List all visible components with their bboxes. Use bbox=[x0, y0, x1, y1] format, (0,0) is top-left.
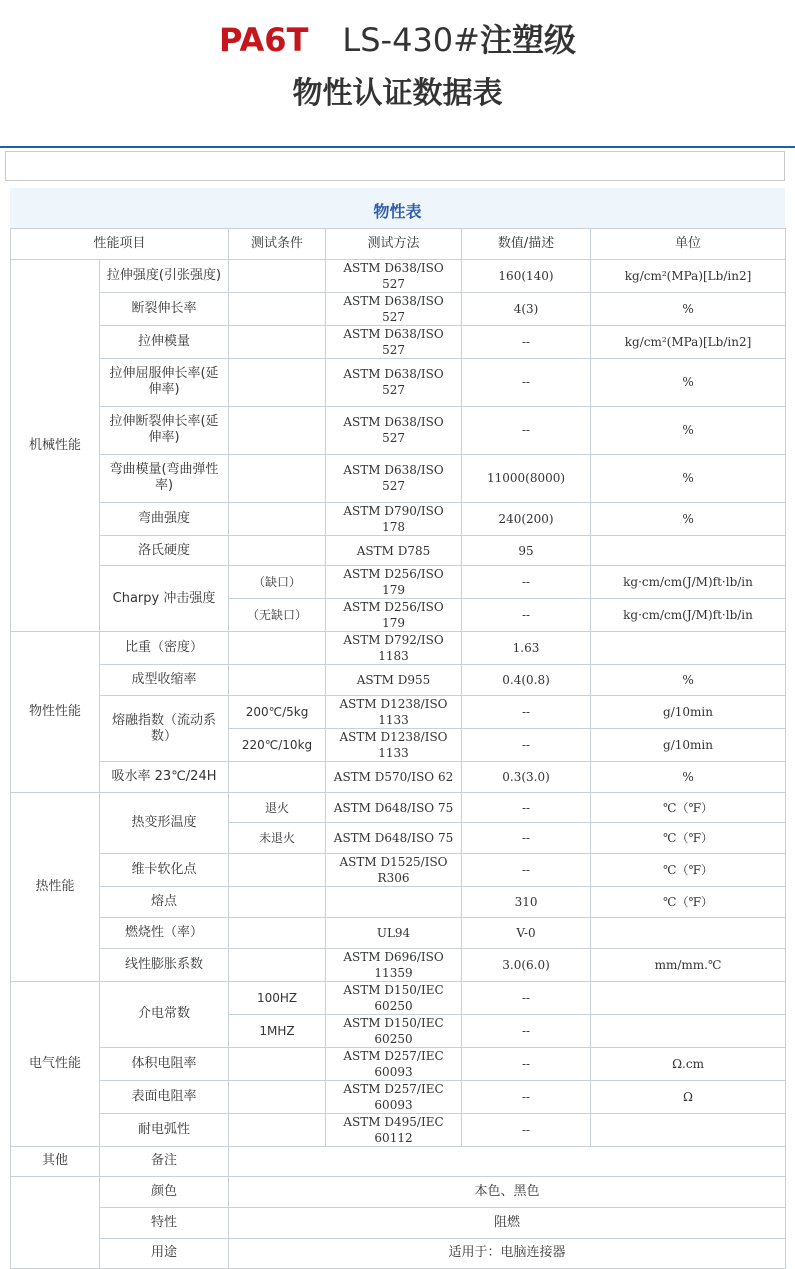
property-value: -- bbox=[462, 696, 591, 729]
property-name: 拉伸屈服伸长率(延伸率) bbox=[100, 358, 229, 406]
test-method: ASTM D955 bbox=[326, 665, 462, 696]
property-value: -- bbox=[462, 729, 591, 762]
test-method: ASTM D1525/ISO R306 bbox=[326, 854, 462, 887]
test-method: ASTM D257/IEC 60093 bbox=[326, 1047, 462, 1080]
test-method: ASTM D256/ISO 179 bbox=[326, 599, 462, 632]
property-value: 240(200) bbox=[462, 502, 591, 535]
property-unit: kg/cm²(MPa)[Lb/in2] bbox=[591, 325, 786, 358]
property-unit: g/10min bbox=[591, 729, 786, 762]
test-method: ASTM D150/IEC 60250 bbox=[326, 981, 462, 1014]
property-name: 体积电阻率 bbox=[100, 1047, 229, 1080]
property-value bbox=[229, 1146, 786, 1177]
table-row bbox=[11, 792, 786, 823]
property-name: 特性 bbox=[100, 1207, 229, 1238]
property-name: 热变形温度 bbox=[100, 792, 229, 853]
group-physical: 物性性能 bbox=[11, 632, 100, 792]
test-method: ASTM D150/IEC 60250 bbox=[326, 1014, 462, 1047]
test-method: ASTM D696/ISO 11359 bbox=[326, 948, 462, 981]
table-row bbox=[11, 632, 786, 665]
property-unit: kg·cm/cm(J/M)ft·lb/in bbox=[591, 599, 786, 632]
test-condition bbox=[229, 1080, 326, 1113]
test-condition: 200℃/5kg bbox=[229, 696, 326, 729]
test-condition bbox=[229, 535, 326, 566]
test-condition bbox=[229, 948, 326, 981]
table-row bbox=[11, 454, 786, 502]
test-method: ASTM D638/ISO 527 bbox=[326, 292, 462, 325]
table-caption: 物性表 bbox=[10, 188, 785, 228]
table-row bbox=[11, 292, 786, 325]
group-electrical: 电气性能 bbox=[11, 981, 100, 1146]
table-header-row bbox=[11, 229, 786, 260]
test-method: ASTM D638/ISO 527 bbox=[326, 454, 462, 502]
property-value: 适用于：电脑连接器 bbox=[229, 1238, 786, 1269]
property-unit: Ω.cm bbox=[591, 1047, 786, 1080]
property-name: 弯曲强度 bbox=[100, 502, 229, 535]
property-unit: ℃（℉） bbox=[591, 792, 786, 823]
property-value: -- bbox=[462, 1047, 591, 1080]
property-name: 介电常数 bbox=[100, 981, 229, 1047]
group-mechanical: 机械性能 bbox=[11, 259, 100, 632]
test-method: ASTM D257/IEC 60093 bbox=[326, 1080, 462, 1113]
header-condition: 测试条件 bbox=[229, 229, 326, 260]
property-name: 吸水率 23℃/24H bbox=[100, 762, 229, 793]
test-condition bbox=[229, 358, 326, 406]
property-unit: ℃（℉） bbox=[591, 823, 786, 854]
property-value: 0.4(0.8) bbox=[462, 665, 591, 696]
group-blank bbox=[11, 1177, 100, 1269]
table-row bbox=[11, 948, 786, 981]
property-value: V-0 bbox=[462, 917, 591, 948]
property-unit: % bbox=[591, 502, 786, 535]
test-condition bbox=[229, 632, 326, 665]
property-name: 比重（密度） bbox=[100, 632, 229, 665]
test-condition bbox=[229, 292, 326, 325]
table-row bbox=[11, 854, 786, 887]
property-name: 熔融指数（流动系数） bbox=[100, 696, 229, 762]
property-value: 95 bbox=[462, 535, 591, 566]
table-row bbox=[11, 259, 786, 292]
property-name: 洛氏硬度 bbox=[100, 535, 229, 566]
property-value: -- bbox=[462, 792, 591, 823]
property-value: -- bbox=[462, 1014, 591, 1047]
header-property: 性能项目 bbox=[11, 229, 229, 260]
property-name: 拉伸模量 bbox=[100, 325, 229, 358]
property-unit: % bbox=[591, 665, 786, 696]
test-method: ASTM D638/ISO 527 bbox=[326, 358, 462, 406]
property-name: 熔点 bbox=[100, 887, 229, 918]
property-value: -- bbox=[462, 406, 591, 454]
property-value: 4(3) bbox=[462, 292, 591, 325]
header-value: 数值/描述 bbox=[462, 229, 591, 260]
table-row bbox=[11, 1238, 786, 1269]
property-name: 线性膨胀系数 bbox=[100, 948, 229, 981]
test-condition bbox=[229, 1113, 326, 1146]
test-method: ASTM D790/ISO 178 bbox=[326, 502, 462, 535]
test-condition bbox=[229, 502, 326, 535]
table-row bbox=[11, 665, 786, 696]
property-value: -- bbox=[462, 325, 591, 358]
property-value: 160(140) bbox=[462, 259, 591, 292]
property-unit bbox=[591, 535, 786, 566]
table-row bbox=[11, 1146, 786, 1177]
property-value: 310 bbox=[462, 887, 591, 918]
property-unit: ℃（℉） bbox=[591, 854, 786, 887]
property-unit: Ω bbox=[591, 1080, 786, 1113]
test-condition bbox=[229, 887, 326, 918]
property-name: 用途 bbox=[100, 1238, 229, 1269]
table-row bbox=[11, 1080, 786, 1113]
header-divider bbox=[0, 146, 795, 148]
table-row bbox=[11, 406, 786, 454]
property-value: 0.3(3.0) bbox=[462, 762, 591, 793]
property-unit: % bbox=[591, 406, 786, 454]
property-unit: % bbox=[591, 762, 786, 793]
property-name: 弯曲模量(弯曲弹性率) bbox=[100, 454, 229, 502]
property-value: 11000(8000) bbox=[462, 454, 591, 502]
empty-bar bbox=[5, 151, 785, 181]
test-condition bbox=[229, 854, 326, 887]
table-row bbox=[11, 887, 786, 918]
property-name: 耐电弧性 bbox=[100, 1113, 229, 1146]
test-condition: 220℃/10kg bbox=[229, 729, 326, 762]
property-name: 拉伸断裂伸长率(延伸率) bbox=[100, 406, 229, 454]
property-name: 备注 bbox=[100, 1146, 229, 1177]
test-method: ASTM D638/ISO 527 bbox=[326, 325, 462, 358]
group-thermal: 热性能 bbox=[11, 792, 100, 981]
property-value: 3.0(6.0) bbox=[462, 948, 591, 981]
property-name: 成型收缩率 bbox=[100, 665, 229, 696]
property-unit: g/10min bbox=[591, 696, 786, 729]
test-method: ASTM D1238/ISO 1133 bbox=[326, 696, 462, 729]
test-condition bbox=[229, 454, 326, 502]
property-name: 拉伸强度(引张强度) bbox=[100, 259, 229, 292]
property-value: 1.63 bbox=[462, 632, 591, 665]
properties-table bbox=[10, 228, 786, 1269]
property-unit: % bbox=[591, 358, 786, 406]
property-name: 表面电阻率 bbox=[100, 1080, 229, 1113]
test-condition: （无缺口） bbox=[229, 599, 326, 632]
test-condition: 100HZ bbox=[229, 981, 326, 1014]
table-row bbox=[11, 981, 786, 1014]
property-value: -- bbox=[462, 1080, 591, 1113]
test-condition bbox=[229, 762, 326, 793]
test-condition bbox=[229, 1047, 326, 1080]
page-subtitle: 物性认证数据表 bbox=[292, 76, 503, 111]
table-row bbox=[11, 696, 786, 729]
property-value: 本色、黑色 bbox=[229, 1177, 786, 1208]
test-condition bbox=[229, 917, 326, 948]
property-value: -- bbox=[462, 1113, 591, 1146]
test-condition: 1MHZ bbox=[229, 1014, 326, 1047]
property-unit: % bbox=[591, 292, 786, 325]
property-name: 维卡软化点 bbox=[100, 854, 229, 887]
header-method: 测试方法 bbox=[326, 229, 462, 260]
property-value: -- bbox=[462, 981, 591, 1014]
property-unit bbox=[591, 1113, 786, 1146]
test-method: ASTM D570/ISO 62 bbox=[326, 762, 462, 793]
test-method: ASTM D495/IEC 60112 bbox=[326, 1113, 462, 1146]
property-unit bbox=[591, 1014, 786, 1047]
header-unit: 单位 bbox=[591, 229, 786, 260]
property-unit bbox=[591, 981, 786, 1014]
table-row bbox=[11, 1047, 786, 1080]
test-condition: 未退火 bbox=[229, 823, 326, 854]
table-row bbox=[11, 1177, 786, 1208]
test-method: ASTM D638/ISO 527 bbox=[326, 259, 462, 292]
group-other: 其他 bbox=[11, 1146, 100, 1177]
test-condition: （缺口） bbox=[229, 566, 326, 599]
table-row bbox=[11, 762, 786, 793]
test-method bbox=[326, 887, 462, 918]
property-name: Charpy 冲击强度 bbox=[100, 566, 229, 632]
table-row bbox=[11, 566, 786, 599]
test-method: ASTM D792/ISO 1183 bbox=[326, 632, 462, 665]
test-method: UL94 bbox=[326, 917, 462, 948]
property-value: -- bbox=[462, 599, 591, 632]
property-unit: % bbox=[591, 454, 786, 502]
test-method: ASTM D256/ISO 179 bbox=[326, 566, 462, 599]
property-unit: kg·cm/cm(J/M)ft·lb/in bbox=[591, 566, 786, 599]
test-condition bbox=[229, 406, 326, 454]
test-method: ASTM D785 bbox=[326, 535, 462, 566]
table-row bbox=[11, 917, 786, 948]
table-row bbox=[11, 502, 786, 535]
properties-table-panel bbox=[10, 188, 785, 1269]
property-unit bbox=[591, 632, 786, 665]
test-condition: 退火 bbox=[229, 792, 326, 823]
test-method: ASTM D648/ISO 75 bbox=[326, 823, 462, 854]
property-value: 阻燃 bbox=[229, 1207, 786, 1238]
property-unit: ℃（℉） bbox=[591, 887, 786, 918]
test-condition bbox=[229, 325, 326, 358]
property-value: -- bbox=[462, 823, 591, 854]
property-value: -- bbox=[462, 358, 591, 406]
property-name: 颜色 bbox=[100, 1177, 229, 1208]
grade-label: 注塑级 bbox=[479, 21, 576, 59]
property-name: 断裂伸长率 bbox=[100, 292, 229, 325]
brand-name: PA6T bbox=[219, 21, 309, 59]
model-number: LS-430# bbox=[342, 21, 480, 59]
property-unit: kg/cm²(MPa)[Lb/in2] bbox=[591, 259, 786, 292]
property-name: 燃烧性（率） bbox=[100, 917, 229, 948]
page-title bbox=[0, 18, 795, 62]
property-unit bbox=[591, 917, 786, 948]
property-value: -- bbox=[462, 566, 591, 599]
table-row bbox=[11, 1113, 786, 1146]
table-row bbox=[11, 358, 786, 406]
table-row bbox=[11, 1207, 786, 1238]
table-row bbox=[11, 325, 786, 358]
test-method: ASTM D1238/ISO 1133 bbox=[326, 729, 462, 762]
test-condition bbox=[229, 259, 326, 292]
test-condition bbox=[229, 665, 326, 696]
property-value: -- bbox=[462, 854, 591, 887]
test-method: ASTM D638/ISO 527 bbox=[326, 406, 462, 454]
property-unit: mm/mm.℃ bbox=[591, 948, 786, 981]
table-row bbox=[11, 535, 786, 566]
test-method: ASTM D648/ISO 75 bbox=[326, 792, 462, 823]
